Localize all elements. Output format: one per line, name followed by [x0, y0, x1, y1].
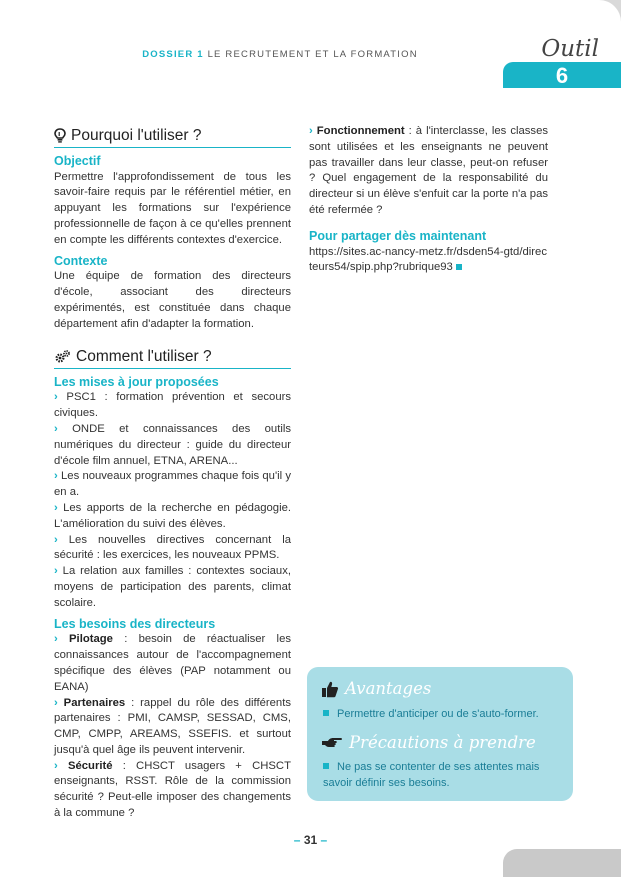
list-item [309, 124, 548, 219]
maj-title: Les mises à jour proposées [54, 374, 219, 389]
chevron-right-icon: › [54, 533, 58, 546]
list-item-term: Partenaires [63, 696, 126, 709]
list-item [54, 422, 291, 469]
objectif-title: Objectif [54, 153, 101, 168]
precautions-item [323, 760, 563, 791]
outil-number: 6 [503, 62, 621, 88]
list-item-text: Les apports de la recherche en pédagogie. L'amélioration du suivi des élèves. [54, 501, 292, 530]
list-item-text: : CHSCT usagers + CHSCT enseignants, RSST. Rôle de la commission sécurité ? Peut-elle imposer des changements à la commune ? [54, 759, 291, 820]
next-page-edge [503, 849, 621, 877]
advantages-box [307, 667, 573, 801]
outil-tab [503, 28, 621, 88]
chevron-right-icon: › [309, 125, 313, 137]
chevron-right-icon: › [54, 759, 58, 772]
page-number: – 31 – [293, 833, 328, 847]
avantages-item [323, 707, 563, 723]
list-item [54, 469, 291, 501]
chevron-right-icon: › [54, 565, 58, 578]
list-item-text: Les nouveaux programmes chaque fois qu'il y en a. [54, 470, 292, 499]
section-why-heading [54, 128, 291, 148]
avantages-item-text: Permettre d'anticiper ou de s'auto-former. [337, 708, 539, 720]
square-bullet-icon [323, 710, 329, 716]
left-column [54, 128, 291, 822]
right-column [309, 124, 548, 276]
list-item [54, 533, 291, 565]
section-how-title: Comment l'utiliser ? [76, 347, 212, 365]
avantages-title: Avantages [345, 679, 432, 698]
contexte-title: Contexte [54, 253, 108, 268]
list-item [54, 564, 291, 611]
dossier-title: LE RECRUTEMENT ET LA FORMATION [207, 49, 418, 60]
list-item-text: La relation aux familles : contextes sociaux, moyens de participation des parents, climat scolaire. [54, 565, 292, 609]
end-square-icon [456, 264, 462, 270]
list-item [54, 759, 291, 822]
partager-title: Pour partager dès maintenant [309, 228, 487, 243]
square-bullet-icon [323, 763, 329, 769]
precautions-heading [321, 733, 536, 752]
list-item-term: Sécurité [67, 759, 113, 772]
chevron-right-icon: › [54, 696, 58, 709]
list-item-text: PSC1 : formation prévention et secours civiques. [54, 391, 292, 420]
chevron-right-icon: › [54, 391, 58, 404]
list-item-text: : besoin de réactualiser les connaissances autour de l'accompagnement spécifique des élèves (PAP notamment ou EANA) [54, 633, 291, 693]
outil-word: Outil [541, 36, 599, 62]
avantages-heading [321, 679, 431, 698]
objectif-text: Permettre l'approfondissement de tous les savoir-faire requis par le référentiel métier, en appuyant les formations sur l'expérience professionnelle de façon à ce qu'elles prennent en compte les différents contextes d'exercice. [54, 170, 291, 246]
section-how-heading [54, 349, 291, 369]
partager-url[interactable]: https://sites.ac-nancy-metz.fr/dsden54-gtd/directeurs54/spip.php?rubrique93 [309, 245, 547, 274]
pointing-hand-icon [321, 735, 343, 751]
list-item-text: ONDE et connaissances des outils numériques du directeur : guide du directeur d'école film annuel, ETNA, ARENA... [54, 422, 291, 467]
list-item-term: Pilotage [69, 633, 113, 646]
running-header [0, 49, 560, 60]
chevron-right-icon: › [54, 501, 58, 514]
dossier-label: DOSSIER 1 [142, 49, 204, 60]
list-item [54, 501, 291, 533]
chevron-right-icon: › [54, 633, 58, 646]
lightbulb-icon [54, 128, 66, 143]
precautions-title: Précautions à prendre [349, 733, 536, 752]
gears-icon [54, 349, 71, 365]
list-item-term: Fonctionnement [316, 125, 405, 137]
page-number-value: 31 [303, 833, 318, 847]
chevron-right-icon: › [54, 422, 58, 435]
precautions-item-text: Ne pas se contenter de ses attentes mais savoir définir ses besoins. [323, 761, 540, 789]
list-item-text: : à l'interclasse, les classes sont utilisées et les enseignants ne peuvent pas travailler dans leur classe, peut-on refuser ? Quel engagement de la responsabilité du directeur si un élève s'enfuit car la porte n'a pas été refermée ? [309, 125, 549, 216]
list-item [54, 696, 291, 759]
partager-link[interactable] [309, 245, 548, 277]
list-item [54, 390, 291, 422]
section-why-title: Pourquoi l'utiliser ? [71, 127, 202, 144]
list-item [54, 632, 291, 695]
chevron-right-icon: › [54, 470, 58, 483]
contexte-text: Une équipe de formation des directeurs d'école, associant des directeurs expérimentés, est constituée dans chaque département afin d'adapter la formation. [54, 270, 291, 330]
besoins-title: Les besoins des directeurs [54, 616, 216, 631]
thumbs-up-icon [321, 680, 339, 698]
list-item-text: Les nouvelles directives concernant la sécurité : les exercices, les nouveaux PPMS. [54, 533, 291, 562]
list-item-text: : rappel du rôle des différents partenaires : PMI, CAMSP, SESSAD, CMS, CMP, CMPP, AREAMS, SSEFIS. et surtout jusqu'à quel âge ils peuvent intervenir. [54, 696, 291, 756]
